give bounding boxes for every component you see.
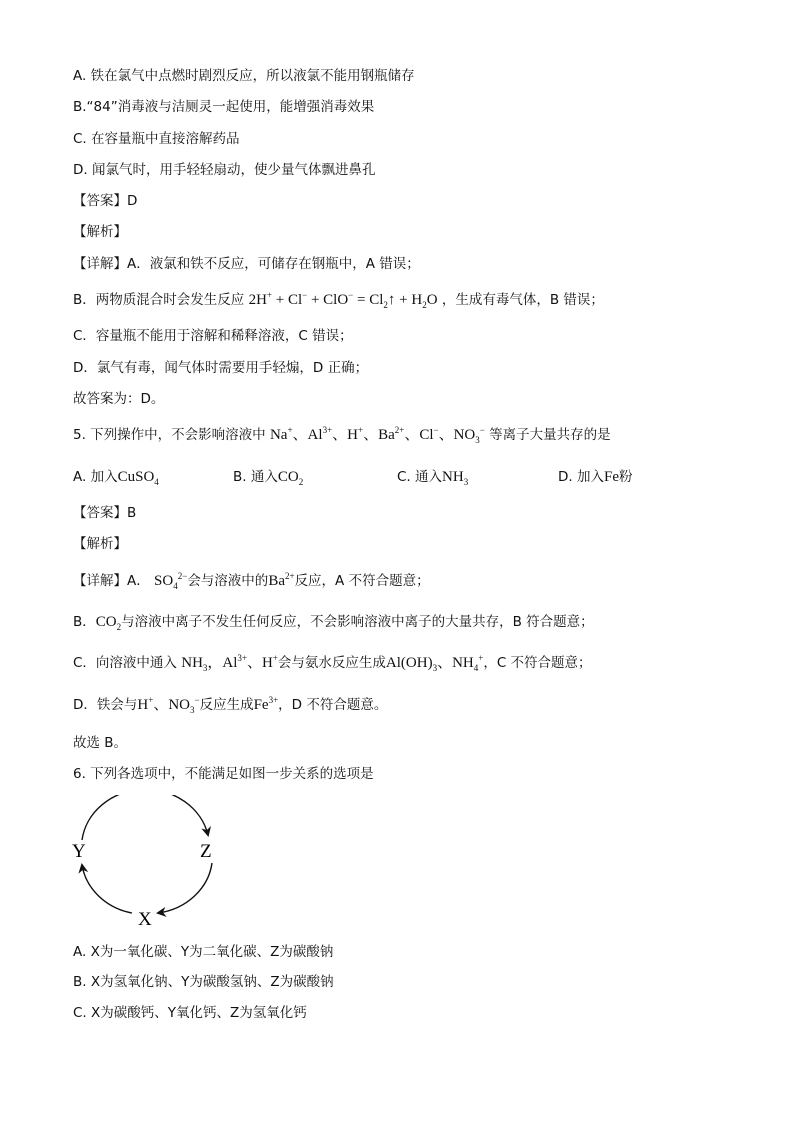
option-text: D. 加入 — [558, 469, 604, 485]
reaction-equation: $2H^+ + Cl^- + ClO^- = Cl_2↑ + H_2O$ — [248, 290, 438, 310]
q4-detail-b — [73, 290, 604, 310]
detail-text: A．液氯和铁不反应，可储存在钢瓶中，A 错误； — [127, 256, 420, 272]
detail-text: ，生成有毒气体，B 错误； — [441, 292, 604, 308]
stem-text: 5. 下列操作中，不会影响溶液中 — [73, 427, 266, 443]
q5-detail-d — [73, 695, 387, 715]
q4-conclusion: 故答案为：D。 — [73, 391, 165, 407]
option-text: C. 通入 — [397, 469, 443, 485]
q4-option-b: B.“84”消毒液与洁厕灵一起使用，能增强消毒效果 — [73, 99, 375, 115]
q4-detail-a — [73, 254, 420, 274]
arrow-x-to-y — [82, 865, 132, 913]
q5-answer — [73, 503, 136, 523]
detail-text: C．向溶液中通入 — [73, 655, 177, 671]
ion-list: Na+、$Al^{3+}$、H+、$Ba^{2+}$、Cl−、$NO_3^-$ — [269, 425, 485, 445]
q5-option-c — [397, 467, 468, 487]
q5-option-a — [73, 467, 159, 487]
q5-stem — [73, 425, 611, 445]
q5-conclusion: 故选 B。 — [73, 735, 128, 751]
arrow-z-to-x — [158, 863, 212, 913]
q6-option-a: A. X为一氧化碳、Y为二氧化碳、Z为碳酸钠 — [73, 944, 334, 960]
option-text: A. 加入 — [73, 469, 118, 485]
q4-detail-c: C．容量瓶不能用于溶解和稀释溶液，C 错误； — [73, 328, 353, 344]
detail-text: 反应生成 — [199, 697, 254, 713]
detail-text: D．铁会与 — [73, 697, 138, 713]
q5-option-b — [233, 467, 303, 487]
detail-text: B．两物质混合时会发生反应 — [73, 292, 245, 308]
formula: Fe — [603, 469, 619, 485]
detail-tag: 【详解】 — [73, 256, 127, 272]
q5-option-d — [558, 467, 632, 487]
formula: $Fe^{3+}$ — [253, 695, 279, 713]
q4-answer — [73, 191, 137, 211]
q5-detail-a — [73, 571, 430, 591]
cycle-diagram — [60, 795, 230, 935]
q4-detail-d: D．氯气有毒，闻气体时需要用手轻煽，D 正确； — [73, 360, 369, 376]
detail-text: B． — [73, 614, 96, 630]
q4-option-d: D. 闻氯气时，用手轻轻扇动，使少量气体飘进鼻孔 — [73, 162, 376, 178]
formula: H+、$NO_3^-$ — [137, 695, 200, 715]
formula: $CO_2$ — [95, 614, 122, 632]
detail-text: 反应，A 不符合题意； — [294, 573, 430, 589]
detail-text: ，C 不符合题意； — [483, 655, 592, 671]
answer-value: D — [127, 193, 138, 209]
answer-tag: 【答案】 — [73, 505, 127, 521]
formula: $Ba^{2+}$ — [268, 571, 295, 589]
q6-option-c: C. X为碳酸钙、Y氧化钙、Z为氢氧化钙 — [73, 1005, 307, 1021]
q4-option-a: A. 铁在氯气中点燃时剧烈反应，所以液氯不能用钢瓶储存 — [73, 68, 415, 84]
option-text: B. 通入 — [233, 469, 278, 485]
detail-text: ，D 不符合题意。 — [278, 697, 388, 713]
node-z: Z — [200, 841, 212, 862]
formula: $SO_4^{2-}$ — [154, 571, 188, 591]
detail-text: 会与溶液中的 — [187, 573, 269, 589]
node-y: Y — [72, 841, 86, 862]
formula: $Al(OH)_3$、$NH_4^+$ — [385, 653, 484, 673]
q4-option-c: C. 在容量瓶中直接溶解药品 — [73, 131, 240, 147]
option-text: 粉 — [618, 469, 633, 485]
answer-value: B — [127, 505, 137, 521]
detail-text: 与溶液中离子不发生任何反应，不会影响溶液中离子的大量共存，B 符合题意； — [121, 614, 594, 630]
q5-analysis-tag: 【解析】 — [73, 536, 127, 552]
formula: $NH_3$，$Al^{3+}$、H+ — [181, 653, 278, 673]
q5-detail-c — [73, 653, 592, 673]
detail-text: 会与氨水反应生成 — [277, 655, 386, 671]
q4-analysis-tag: 【解析】 — [73, 224, 127, 240]
q5-detail-b — [73, 612, 594, 632]
stem-text: 等离子大量共存的是 — [489, 427, 611, 443]
q6-option-b: B. X为氢氧化钠、Y为碳酸氢钠、Z为碳酸钠 — [73, 974, 334, 990]
detail-text: A． — [127, 573, 150, 589]
formula: $CO_2$ — [277, 469, 304, 487]
answer-tag: 【答案】 — [73, 193, 127, 209]
detail-tag: 【详解】 — [73, 573, 127, 589]
formula: CuSO$_4$ — [117, 469, 159, 487]
arrow-y-to-z — [82, 795, 208, 840]
q6-stem: 6. 下列各选项中，不能满足如图一步关系的选项是 — [73, 766, 374, 782]
node-x: X — [138, 909, 152, 930]
formula: $NH_3$ — [442, 469, 469, 487]
